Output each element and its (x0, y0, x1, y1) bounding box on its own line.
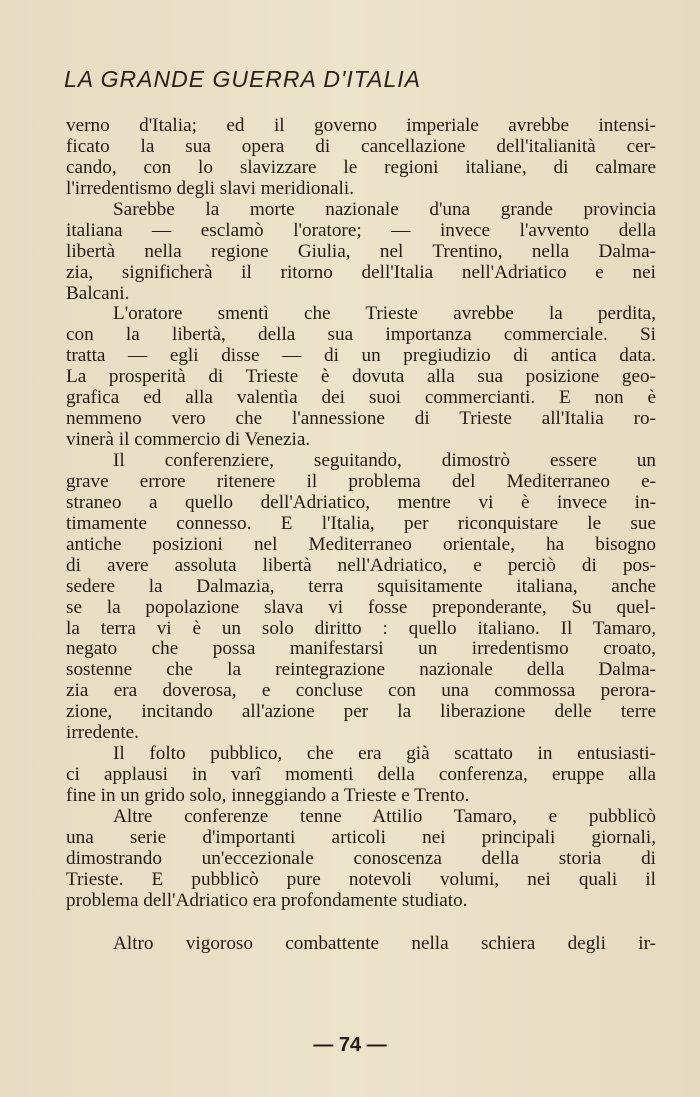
text-line: se la popolazione slava vi fosse preponderante, Su quel- (66, 597, 656, 618)
text-line: Altro vigoroso combattente nella schiera degli ir- (113, 933, 656, 954)
text-line: fine in un grido solo, inneggiando a Trieste e Trento. (66, 786, 470, 806)
text-line: ficato la sua opera di cancellazione dell'italianità cer- (66, 136, 656, 157)
text-line: zia era doverosa, e concluse con una commossa perora- (66, 681, 656, 702)
text-line: l'irredentismo degli slavi meridionali. (66, 178, 355, 199)
text-line: Il conferenziere, seguitando, dimostrò essere un (113, 451, 656, 471)
text-line: Il folto pubblico, che era già scattato in entusiasti- (113, 744, 656, 765)
text-line: irredente. (66, 723, 139, 744)
text-line: sedere la Dalmazia, terra squisitamente italiana, anche (66, 576, 656, 597)
text-line: negato che possa manifestarsi un irredentismo croato, (66, 639, 656, 660)
text-line: vinerà il commercio di Venezia. (66, 430, 311, 451)
text-line: grafica ed alla valentìa dei suoi commercianti. E non è (66, 388, 656, 409)
text-line: ci applausi in varî momenti della conferenza, eruppe alla (66, 765, 656, 786)
text-line: zione, incitando all'azione per la liberazione delle terre (66, 702, 656, 723)
text-line: Altre conferenze tenne Attilio Tamaro, e pubblicò (113, 806, 656, 827)
text-line: antiche posizioni nel Mediterraneo orientale, ha bisogno (66, 534, 656, 555)
text-line: la terra vi è un solo diritto : quello italiano. Il Tamaro, (66, 618, 656, 639)
text-line: italiana — esclamò l'oratore; — invece l'avvento della (66, 220, 656, 241)
text-line: grave errore ritenere il problema del Mediterraneo e- (66, 471, 656, 492)
body-text (66, 116, 656, 955)
text-line: tratta — egli disse — di un pregiudizio di antica data. (66, 346, 656, 367)
text-line: straneo a quello dell'Adriatico, mentre vi è invece in- (66, 492, 656, 513)
text-line: sostenne che la reintegrazione nazionale della Dalma- (66, 660, 656, 681)
text-line: dimostrando un'eccezionale conoscenza della storia di (66, 848, 656, 869)
text-line: Trieste. E pubblicò pure notevoli volumi, nei quali il (66, 869, 656, 890)
text-line: verno d'Italia; ed il governo imperiale avrebbe intensi- (66, 116, 656, 136)
text-line: libertà nella regione Giulia, nel Trentino, nella Dalma- (66, 241, 656, 262)
text-line: Sarebbe la morte nazionale d'una grande provincia (113, 199, 656, 220)
text-line: una serie d'importanti articoli nei principali giornali, (66, 827, 656, 848)
text-line: cando, con lo slavizzare le regioni italiane, di calmare (66, 157, 656, 178)
text-line: con la libertà, della sua importanza commerciale. Si (66, 325, 656, 346)
text-line: di avere assoluta libertà nell'Adriatico, e perciò di pos- (66, 555, 656, 576)
text-line: problema dell'Adriatico era profondamente studiato. (66, 890, 468, 911)
text-line: zia, significherà il ritorno dell'Italia nell'Adriatico e nei (66, 262, 656, 283)
page-number: — 74 — (313, 1034, 387, 1056)
text-line: timamente connesso. E l'Italia, per riconquistare le sue (66, 513, 656, 534)
text-line: L'oratore smentì che Trieste avrebbe la perdita, (113, 304, 656, 325)
text-line: nemmeno vero che l'annessione di Trieste all'Italia ro- (66, 409, 656, 430)
paragraph-gap (66, 912, 656, 934)
running-head: LA GRANDE GUERRA D'ITALIA (64, 66, 421, 92)
text-line: La prosperità di Trieste è dovuta alla sua posizione geo- (66, 367, 656, 388)
text-line: Balcani. (66, 283, 130, 304)
